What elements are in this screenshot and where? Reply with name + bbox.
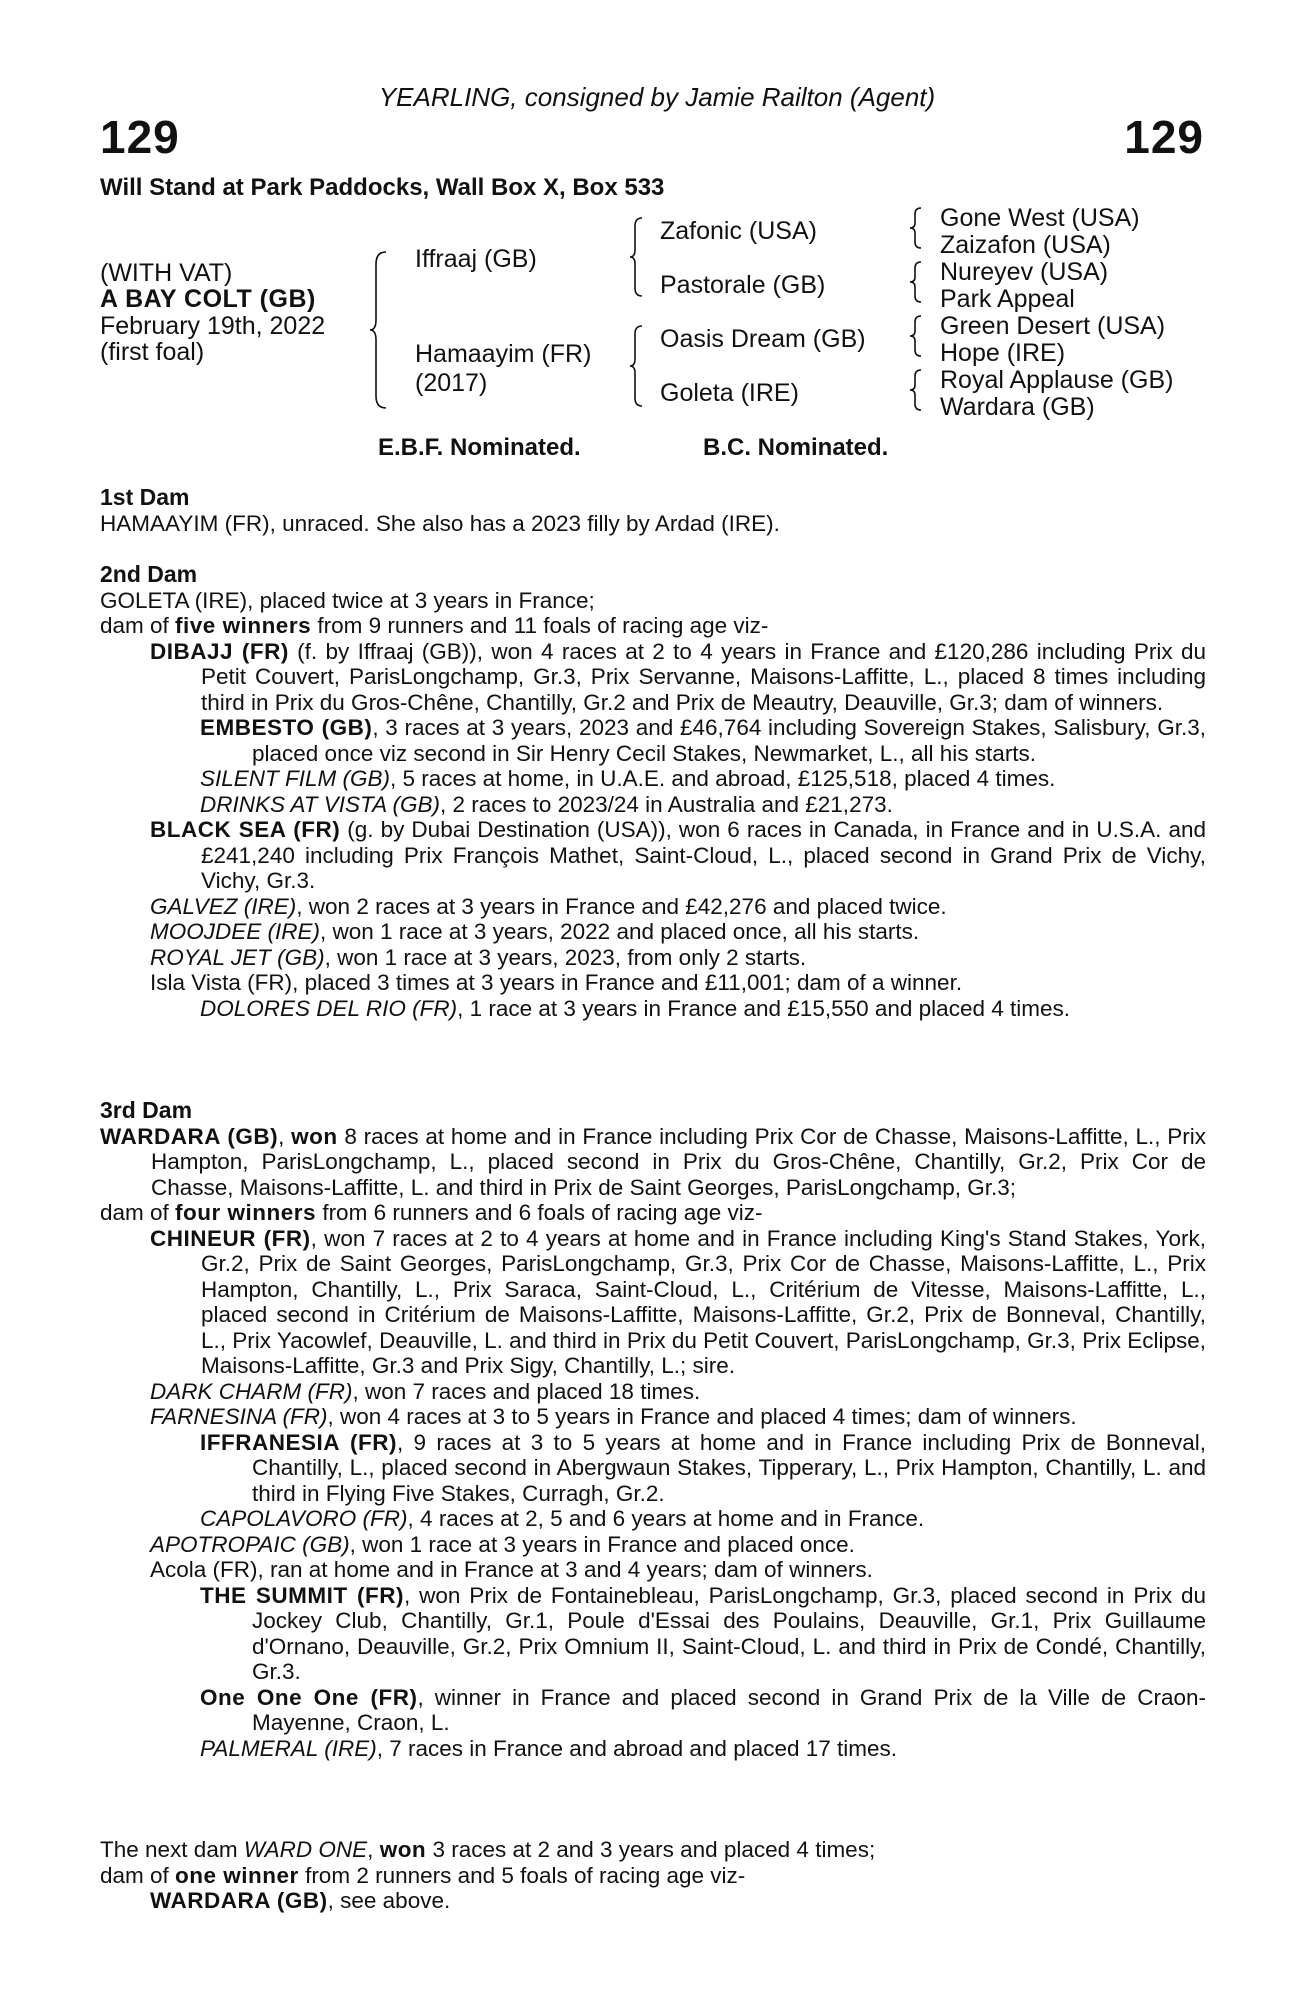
pedigree-bracket-main bbox=[368, 250, 392, 410]
progeny-embesto: EMBESTO (GB), 3 races at 3 years, 2023 and £46,764 including Sovereign Stakes, Salisbury, Gr.3, placed once viz second in Sir Henry Cecil Stakes, Newmarket, L., all his starts. bbox=[200, 715, 1206, 766]
third-dam-heading: 3rd Dam bbox=[100, 1097, 193, 1123]
second-dam-section bbox=[100, 562, 1206, 1021]
progeny-apotropaic: APOTROPAIC (GB), won 1 race at 3 years in France and placed once. bbox=[150, 1531, 855, 1557]
horse-name: A BAY COLT (GB) bbox=[100, 285, 316, 313]
pedigree-dam-dam: Goleta (IRE) bbox=[660, 379, 799, 407]
pedigree-bracket-g3-3 bbox=[908, 314, 926, 358]
progeny-moojdee: MOOJDEE (IRE), won 1 race at 3 years, 2022 and placed once, all his starts. bbox=[150, 919, 920, 944]
pedigree-dam-sire: Oasis Dream (GB) bbox=[660, 325, 866, 353]
second-dam-heading: 2nd Dam bbox=[100, 561, 198, 587]
pedigree-dam: Hamaayim (FR) bbox=[415, 340, 592, 368]
third-dam-dam-of: dam of four winners from 6 runners and 6 foals of racing age viz- bbox=[100, 1200, 763, 1225]
pedigree-g3-item: Park Appeal bbox=[940, 285, 1075, 313]
second-dam-line: GOLETA (IRE), placed twice at 3 years in France; bbox=[100, 587, 595, 613]
ebf-nomination: E.B.F. Nominated. bbox=[378, 434, 581, 461]
progeny-isla-vista: Isla Vista (FR), placed 3 times at 3 years in France and £11,001; dam of a winner. bbox=[150, 970, 963, 995]
pedigree-bracket-sire bbox=[628, 216, 648, 298]
pedigree-g3-item: Royal Applause (GB) bbox=[940, 366, 1174, 394]
progeny-royal-jet: ROYAL JET (GB), won 1 race at 3 years, 2023, from only 2 starts. bbox=[150, 944, 807, 970]
pedigree-bracket-dam bbox=[628, 324, 648, 408]
foal-note: (first foal) bbox=[100, 338, 205, 366]
progeny-silent-film: SILENT FILM (GB), 5 races at home, in U.A.E. and abroad, £125,518, placed 4 times. bbox=[200, 766, 1056, 791]
progeny-capolavoro: CAPOLAVORO (FR), 4 races at 2, 5 and 6 years at home and in France. bbox=[200, 1506, 925, 1531]
consignment-line: YEARLING, consigned by Jamie Railton (Agent) bbox=[378, 82, 936, 112]
lot-number-right: 129 bbox=[1124, 111, 1204, 163]
progeny-chineur: CHINEUR (FR), won 7 races at 2 to 4 years at home and in France including King's Stand Stakes, York, Gr.2, Prix de Saint Georges, ParisLongchamp, Gr.3, Prix Cor de Chasse, Maisons-Laffitte, L., Prix Hampton, Chantilly, L., Prix Saraca, Saint-Cloud, L., Critérium de Vitesse, Maisons-Laffitte, L., placed second in Critérium de Maisons-Laffitte, Maisons-Laffitte, Gr.2, Prix de Bonneval, Chantilly, L., Prix Yacowlef, Deauville, L. and third in Prix du Petit Couvert, ParisLongchamp, Gr.3, Prix Eclipse, Maisons-Laffitte, Gr.3 and Prix Sigy, Chantilly, L.; sire. bbox=[150, 1225, 1206, 1378]
pedigree-g3-item: Green Desert (USA) bbox=[940, 312, 1166, 340]
pedigree-g3-item: Zaizafon (USA) bbox=[940, 231, 1111, 259]
bc-nomination: B.C. Nominated. bbox=[703, 434, 889, 461]
progeny-drinks-at-vista: DRINKS AT VISTA (GB), 2 races to 2023/24 in Australia and £21,273. bbox=[200, 791, 893, 817]
pedigree-dam-year: (2017) bbox=[415, 369, 488, 397]
pedigree-g3-item: Wardara (GB) bbox=[940, 393, 1095, 421]
next-dam-wardara: WARDARA (GB), see above. bbox=[150, 1888, 451, 1913]
progeny-iffranesia: IFFRANESIA (FR), 9 races at 3 to 5 years at home and in France including Prix de Bonneval, Chantilly, L., placed second in Abergwaun Stakes, Tipperary, L., Prix Hampton, Chantilly, L. and third in Flying Five Stakes, Curragh, Gr.2. bbox=[200, 1429, 1206, 1506]
pedigree-bracket-g3-4 bbox=[908, 368, 926, 412]
pedigree-g3-item: Hope (IRE) bbox=[940, 339, 1066, 367]
progeny-acola: Acola (FR), ran at home and in France at 3 and 4 years; dam of winners. bbox=[150, 1557, 873, 1582]
pedigree-bracket-g3-1 bbox=[908, 206, 926, 250]
pedigree-sire-dam: Pastorale (GB) bbox=[660, 271, 826, 299]
progeny-one-one-one: One One One (FR), winner in France and placed second in Grand Prix de la Ville de Craon-Mayenne, Craon, L. bbox=[200, 1684, 1206, 1735]
foaled-date: February 19th, 2022 bbox=[100, 312, 326, 340]
progeny-dibajj: DIBAJJ (FR) (f. by Iffraaj (GB)), won 4 races at 2 to 4 years in France and £120,286 including Prix du Petit Couvert, ParisLongchamp, Gr.3, Prix Servanne, Maisons-Laffitte, L., placed 8 times including third in Prix du Gros-Chêne, Chantilly, Gr.2 and Prix de Meautry, Deauville, Gr.3; dam of winners. bbox=[150, 638, 1206, 715]
progeny-black-sea: BLACK SEA (FR) (g. by Dubai Destination (USA)), won 6 races in Canada, in France and in U.S.A. and £241,240 including Prix François Mathet, Saint-Cloud, L., placed second in Grand Prix de Vichy, Vichy, Gr.3. bbox=[150, 817, 1206, 893]
next-dam-line: The next dam WARD ONE, won 3 races at 2 and 3 years and placed 4 times; bbox=[100, 1837, 876, 1862]
pedigree-g3-item: Nureyev (USA) bbox=[940, 258, 1109, 286]
second-dam-dam-of: dam of five winners from 9 runners and 11 foals of racing age viz- bbox=[100, 613, 769, 638]
first-dam-text: HAMAAYIM (FR), unraced. She also has a 2023 filly by Ardad (IRE). bbox=[100, 510, 780, 536]
next-dam-dam-of: dam of one winner from 2 runners and 5 foals of racing age viz- bbox=[100, 1862, 746, 1888]
third-dam-section bbox=[100, 1098, 1206, 1761]
progeny-palmeral: PALMERAL (IRE), 7 races in France and abroad and placed 17 times. bbox=[200, 1735, 898, 1761]
pedigree-g3-item: Gone West (USA) bbox=[940, 204, 1140, 232]
progeny-dark-charm: DARK CHARM (FR), won 7 races and placed 18 times. bbox=[150, 1378, 701, 1404]
progeny-the-summit: THE SUMMIT (FR), won Prix de Fontainebleau, ParisLongchamp, Gr.3, placed second in Prix du Jockey Club, Chantilly, Gr.1, Poule d'Essai des Poulains, Deauville, Gr.1, Prix Guillaume d'Ornano, Deauville, Gr.2, Prix Omnium II, Saint-Cloud, L. and third in Prix de Condé, Chantilly, Gr.3. bbox=[200, 1582, 1206, 1684]
third-dam-wardara: WARDARA (GB), won 8 races at home and in France including Prix Cor de Chasse, Maisons-Laffitte, L., Prix Hampton, ParisLongchamp, L., placed second in Prix du Gros-Chêne, Chantilly, Gr.2, Prix Cor de Chasse, Maisons-Laffitte, L. and third in Prix de Saint Georges, ParisLongchamp, Gr.3; bbox=[100, 1123, 1206, 1200]
next-dam-section bbox=[100, 1837, 1206, 1914]
progeny-dolores-del-rio: DOLORES DEL RIO (FR), 1 race at 3 years in France and £15,550 and placed 4 times. bbox=[200, 995, 1070, 1021]
first-dam-section bbox=[100, 485, 1206, 536]
pedigree-bracket-g3-2 bbox=[908, 260, 926, 304]
pedigree-sire-sire: Zafonic (USA) bbox=[660, 217, 817, 245]
progeny-farnesina: FARNESINA (FR), won 4 races at 3 to 5 years in France and placed 4 times; dam of winners. bbox=[150, 1404, 1077, 1429]
lot-number-left: 129 bbox=[100, 111, 180, 163]
vat-note: (WITH VAT) bbox=[100, 259, 233, 287]
pedigree-sire: Iffraaj (GB) bbox=[415, 245, 537, 273]
stand-location: Will Stand at Park Paddocks, Wall Box X, Box 533 bbox=[100, 174, 665, 201]
progeny-galvez: GALVEZ (IRE), won 2 races at 3 years in France and £42,276 and placed twice. bbox=[150, 893, 947, 919]
first-dam-heading: 1st Dam bbox=[100, 484, 190, 510]
